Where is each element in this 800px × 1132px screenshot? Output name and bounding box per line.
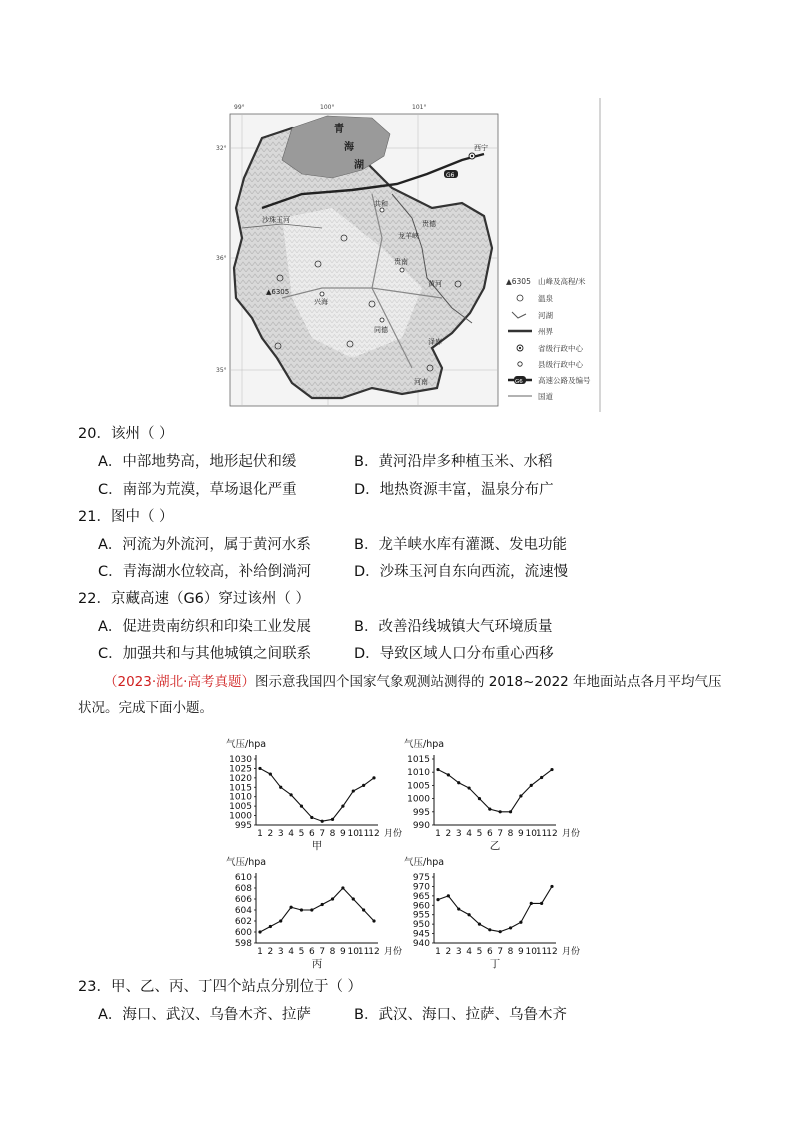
x-tick-label: 11: [535, 829, 548, 839]
x-tick-label: 2: [445, 829, 452, 839]
chart-name: 甲: [311, 840, 323, 852]
data-point: [289, 793, 292, 796]
x-tick-label: 10: [525, 829, 537, 839]
legend-label: 温泉: [538, 294, 553, 303]
x-tick-label: 7: [497, 829, 504, 839]
legend-sample-peak: ▲6305: [506, 277, 531, 286]
data-point: [372, 776, 375, 779]
y-tick-label: 606: [234, 895, 252, 905]
data-point: [436, 768, 439, 771]
q21-option-b[interactable]: B．龙羊峡水库有灌溉、发电功能: [354, 537, 567, 553]
data-point: [509, 926, 512, 929]
intro-line-1: [104, 672, 764, 692]
place-label: 共和: [374, 200, 388, 208]
data-point: [372, 919, 375, 922]
data-point: [321, 903, 324, 906]
x-tick-label: 3: [455, 829, 462, 839]
x-tick-label: 5: [298, 947, 305, 957]
x-tick-label: 12: [546, 829, 558, 839]
x-tick-label: 8: [329, 829, 336, 839]
data-point: [331, 897, 334, 900]
data-point: [540, 776, 543, 779]
x-tick-label: 12: [368, 947, 380, 957]
x-tick-label: 1: [435, 829, 441, 839]
series-line: [260, 888, 374, 932]
chart-name: 丙: [311, 958, 323, 970]
data-point: [289, 906, 292, 909]
river-icon: [512, 312, 526, 318]
data-point: [258, 767, 261, 770]
place-label: 贵德: [422, 220, 436, 228]
legend-label: 国道: [538, 392, 553, 401]
lat-label: 35°: [216, 367, 227, 374]
y-tick-label: 610: [234, 873, 252, 883]
lat-label: 32°: [216, 145, 227, 152]
q21-option-a[interactable]: A．河流为外流河，属于黄河水系: [98, 537, 311, 553]
x-axis-unit: 月份: [384, 947, 403, 957]
place-label: 兴海: [314, 298, 328, 306]
peak-label: ▲6305: [266, 288, 290, 296]
y-tick-label: 1020: [229, 773, 252, 784]
legend-label: 县级行政中心: [538, 360, 583, 369]
data-point: [321, 820, 324, 823]
x-tick-label: 5: [298, 829, 305, 839]
y-tick-label: 995: [234, 821, 252, 831]
prefecture-map: [216, 98, 604, 412]
data-point: [550, 885, 553, 888]
data-point: [499, 930, 502, 933]
hot-spring-icon: [517, 295, 523, 301]
x-tick-label: 3: [277, 829, 284, 839]
data-point: [310, 908, 313, 911]
q20-option-d[interactable]: D．地热资源丰富，温泉分布广: [354, 482, 554, 498]
legend-label: 山峰及高程/米: [538, 277, 586, 286]
data-point: [519, 921, 522, 924]
y-tick-label: 975: [412, 873, 430, 883]
data-point: [499, 810, 502, 813]
data-point: [457, 781, 460, 784]
x-tick-label: 11: [357, 829, 370, 839]
q23-option-a[interactable]: A．海口、武汉、乌鲁木齐、拉萨: [98, 1007, 311, 1023]
q20-option-c[interactable]: C．南部为荒漠，草场退化严重: [98, 482, 297, 498]
y-tick-label: 598: [234, 939, 252, 949]
chart-name: 乙: [489, 840, 501, 852]
data-point: [457, 907, 460, 910]
x-tick-label: 11: [357, 947, 370, 957]
x-tick-label: 10: [347, 947, 359, 957]
data-point: [478, 797, 481, 800]
q20-option-a[interactable]: A．中部地势高，地形起伏和缓: [98, 454, 297, 470]
y-tick-label: 990: [412, 821, 430, 831]
x-tick-label: 1: [257, 829, 263, 839]
x-tick-label: 1: [257, 947, 263, 957]
lon-label: 101°: [412, 104, 427, 111]
y-axis-label: 气压/hpa: [226, 739, 267, 750]
x-tick-label: 2: [267, 947, 274, 957]
x-axis-unit: 月份: [384, 829, 403, 839]
lon-label: 100°: [320, 104, 335, 111]
series-line: [438, 886, 552, 931]
y-tick-label: 1000: [407, 794, 430, 805]
y-tick-label: 604: [234, 906, 252, 916]
y-tick-label: 950: [412, 920, 430, 931]
x-tick-label: 12: [546, 947, 558, 957]
highway-code: G6: [446, 172, 455, 179]
data-point: [300, 908, 303, 911]
place-label: 河南: [414, 378, 428, 386]
y-tick-label: 955: [412, 910, 430, 921]
place-label: 黄河: [428, 280, 442, 288]
lon-label: 99°: [234, 104, 245, 111]
y-tick-label: 995: [412, 807, 430, 818]
x-tick-label: 4: [288, 947, 294, 957]
x-tick-label: 8: [507, 829, 514, 839]
y-tick-label: 1015: [407, 755, 430, 765]
x-tick-label: 10: [347, 829, 359, 839]
x-tick-label: 7: [319, 829, 326, 839]
q21-option-c[interactable]: C．青海湖水位较高，补给倒淌河: [98, 564, 312, 580]
x-tick-label: 9: [518, 947, 524, 957]
series-line: [260, 768, 374, 821]
data-point: [279, 919, 282, 922]
data-point: [550, 768, 553, 771]
y-tick-label: 1010: [407, 768, 430, 779]
data-point: [341, 886, 344, 889]
data-point: [530, 784, 533, 787]
x-axis-unit: 月份: [562, 947, 581, 957]
y-tick-label: 1005: [407, 781, 430, 792]
x-tick-label: 4: [288, 829, 294, 839]
data-point: [331, 818, 334, 821]
q21-option-d[interactable]: D．沙珠玉河自东向西流，流速慢: [354, 564, 569, 580]
data-point: [341, 805, 344, 808]
data-point: [478, 923, 481, 926]
lake-char: 湖: [354, 160, 364, 171]
y-tick-label: 1015: [229, 783, 252, 794]
data-point: [300, 805, 303, 808]
x-tick-label: 7: [497, 947, 504, 957]
y-tick-label: 970: [412, 882, 430, 893]
data-point: [436, 898, 439, 901]
y-tick-label: 600: [234, 928, 252, 938]
q22-option-b[interactable]: B．改善沿线城镇大气环境质量: [354, 619, 553, 635]
legend-label: 省级行政中心: [538, 344, 583, 353]
x-tick-label: 5: [476, 829, 483, 839]
question-23-stem: 23．甲、乙、丙、丁四个站点分别位于（ ）: [78, 979, 363, 995]
legend-label: 河湖: [538, 311, 553, 320]
data-point: [488, 808, 491, 811]
data-point: [530, 902, 533, 905]
q22-option-d[interactable]: D．导致区域人口分布重心西移: [354, 646, 554, 662]
data-point: [279, 786, 282, 789]
lake-char: 青: [334, 124, 344, 135]
lake-char: 海: [344, 142, 354, 153]
data-point: [362, 908, 365, 911]
place-label: 西宁: [474, 144, 488, 152]
x-tick-label: 4: [466, 947, 472, 957]
data-point: [467, 786, 470, 789]
x-tick-label: 6: [308, 947, 315, 957]
y-tick-label: 608: [234, 884, 252, 894]
data-point: [488, 928, 491, 931]
data-point: [352, 789, 355, 792]
pressure-chart-jia: [222, 735, 403, 852]
question-22-stem: 22．京藏高速（G6）穿过该州（ ）: [78, 591, 311, 607]
q22-option-c[interactable]: C．加强共和与其他城镇之间联系: [98, 646, 312, 662]
data-point: [540, 902, 543, 905]
y-tick-label: 1010: [229, 792, 252, 803]
question-20-stem: 20．该州（ ）: [78, 426, 174, 442]
x-tick-label: 8: [507, 947, 514, 957]
x-tick-label: 6: [486, 947, 493, 957]
y-tick-label: 960: [412, 901, 430, 912]
data-point: [519, 794, 522, 797]
place-label: 沙珠玉河: [262, 216, 290, 224]
source-tag: （2023·湖北·高考真题）: [104, 674, 255, 690]
data-point: [447, 894, 450, 897]
y-axis-label: 气压/hpa: [226, 857, 267, 868]
x-tick-label: 12: [368, 829, 380, 839]
legend-label: 高速公路及编号: [538, 376, 591, 385]
y-tick-label: 1030: [229, 755, 252, 765]
intro-text: 图示意我国四个国家气象观测站测得的 2018~2022 年地面站点各月平均气压: [254, 674, 722, 690]
place-label: 泽库: [428, 338, 442, 346]
intro-line-2: 状况。完成下面小题。: [78, 700, 213, 716]
x-tick-label: 3: [455, 947, 462, 957]
y-tick-label: 1025: [229, 764, 252, 775]
y-tick-label: 965: [412, 891, 430, 902]
x-tick-label: 11: [535, 947, 548, 957]
x-tick-label: 10: [525, 947, 537, 957]
pressure-chart-bing: [222, 853, 403, 970]
data-point: [352, 897, 355, 900]
y-axis-label: 气压/hpa: [404, 739, 445, 750]
legend-label: 州界: [538, 327, 553, 336]
question-21-stem: 21．图中（ ）: [78, 509, 174, 525]
x-tick-label: 7: [319, 947, 326, 957]
x-tick-label: 2: [445, 947, 452, 957]
data-point: [467, 913, 470, 916]
y-tick-label: 1005: [229, 802, 252, 813]
q22-option-a[interactable]: A．促进贵南纺织和印染工业发展: [98, 619, 311, 635]
y-tick-label: 945: [412, 929, 430, 940]
y-tick-label: 1000: [229, 811, 252, 822]
x-tick-label: 8: [329, 947, 336, 957]
place-label: 贵南: [394, 258, 408, 266]
data-point: [258, 930, 261, 933]
x-tick-label: 4: [466, 829, 472, 839]
place-label: 龙羊峡: [398, 232, 419, 240]
chart-name: 丁: [489, 958, 501, 970]
x-tick-label: 3: [277, 947, 284, 957]
data-point: [310, 816, 313, 819]
x-tick-label: 9: [340, 947, 346, 957]
x-axis-unit: 月份: [562, 829, 581, 839]
y-axis-label: 气压/hpa: [404, 857, 445, 868]
x-tick-label: 6: [308, 829, 315, 839]
data-point: [447, 773, 450, 776]
x-tick-label: 1: [435, 947, 441, 957]
x-tick-label: 5: [476, 947, 483, 957]
data-point: [269, 925, 272, 928]
county-icon: [518, 362, 522, 366]
data-point: [269, 772, 272, 775]
map-legend: [506, 276, 591, 401]
y-tick-label: 602: [234, 917, 252, 927]
x-tick-label: 9: [340, 829, 346, 839]
q23-option-b[interactable]: B．武汉、海口、拉萨、乌鲁木齐: [354, 1007, 567, 1023]
pressure-chart-ding: [400, 853, 581, 970]
data-point: [362, 784, 365, 787]
y-tick-label: 940: [412, 939, 430, 949]
place-label: 同德: [374, 326, 388, 334]
pressure-chart-yi: [400, 735, 581, 852]
series-line: [438, 770, 552, 812]
data-point: [509, 810, 512, 813]
legend-sample-g6: G6: [515, 379, 523, 385]
x-tick-label: 9: [518, 829, 524, 839]
x-tick-label: 2: [267, 829, 274, 839]
lat-label: 36°: [216, 255, 227, 262]
x-tick-label: 6: [486, 829, 493, 839]
q20-option-b[interactable]: B．黄河沿岸多种植玉米、水稻: [354, 454, 553, 470]
